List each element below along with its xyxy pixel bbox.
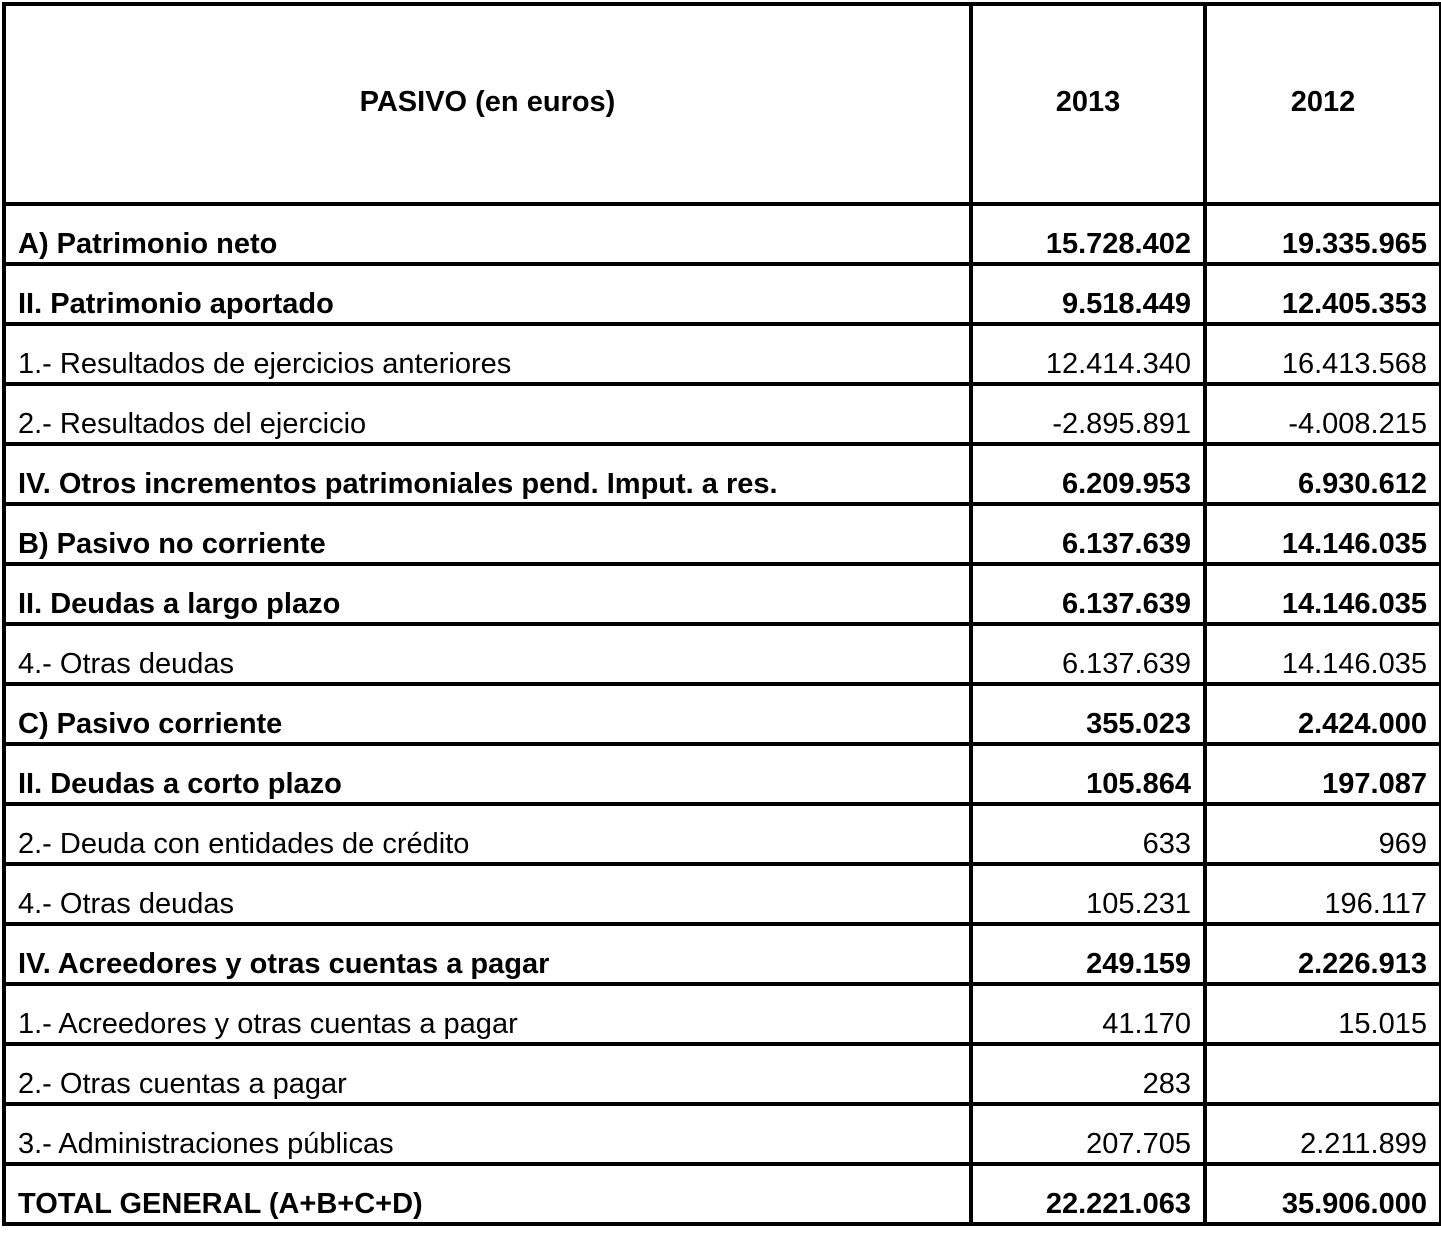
row-value-2013: 249.159 (971, 924, 1205, 984)
row-label: 2.- Deuda con entidades de crédito (4, 804, 971, 864)
row-value-2013: 207.705 (971, 1104, 1205, 1164)
row-label: B) Pasivo no corriente (4, 504, 971, 564)
table-row (4, 984, 1441, 1044)
row-value-2012: 12.405.353 (1205, 264, 1441, 324)
row-label: 4.- Otras deudas (4, 624, 971, 684)
row-value-2012: 16.413.568 (1205, 324, 1441, 384)
row-value-2012: 14.146.035 (1205, 624, 1441, 684)
row-label: 1.- Acreedores y otras cuentas a pagar (4, 984, 971, 1044)
table-row (4, 744, 1441, 804)
row-label: II. Deudas a largo plazo (4, 564, 971, 624)
row-value-2013: 6.137.639 (971, 624, 1205, 684)
row-value-2013: 9.518.449 (971, 264, 1205, 324)
row-label: 4.- Otras deudas (4, 864, 971, 924)
row-label: 2.- Resultados del ejercicio (4, 384, 971, 444)
row-value-2013: 6.209.953 (971, 444, 1205, 504)
row-value-2013: 355.023 (971, 684, 1205, 744)
row-value-2012: 196.117 (1205, 864, 1441, 924)
row-value-2013: 105.231 (971, 864, 1205, 924)
row-value-2012: 2.211.899 (1205, 1104, 1441, 1164)
header-label: PASIVO (en euros) (359, 85, 616, 118)
row-value-2012 (1205, 1044, 1441, 1104)
table-row (4, 564, 1441, 624)
row-label: II. Deudas a corto plazo (4, 744, 971, 804)
row-label: 2.- Otras cuentas a pagar (4, 1044, 971, 1104)
table-row (4, 324, 1441, 384)
row-label: 3.- Administraciones públicas (4, 1104, 971, 1164)
header-year-2013: 2013 (1055, 85, 1121, 118)
header-label-cell (4, 4, 971, 204)
row-label: C) Pasivo corriente (4, 684, 971, 744)
row-value-2013: -2.895.891 (971, 384, 1205, 444)
row-value-2012: -4.008.215 (1205, 384, 1441, 444)
row-label: II. Patrimonio aportado (4, 264, 971, 324)
header-2012-cell (1205, 4, 1441, 204)
row-value-2013: 283 (971, 1044, 1205, 1104)
row-value-2012: 197.087 (1205, 744, 1441, 804)
row-value-2012: 2.424.000 (1205, 684, 1441, 744)
row-label: IV. Acreedores y otras cuentas a pagar (4, 924, 971, 984)
header-2013-cell (971, 4, 1205, 204)
table-row (4, 1164, 1441, 1224)
row-value-2012: 6.930.612 (1205, 444, 1441, 504)
row-value-2013: 105.864 (971, 744, 1205, 804)
row-value-2012: 2.226.913 (1205, 924, 1441, 984)
row-value-2012: 969 (1205, 804, 1441, 864)
row-label: 1.- Resultados de ejercicios anteriores (4, 324, 971, 384)
table-row (4, 384, 1441, 444)
row-value-2013: 12.414.340 (971, 324, 1205, 384)
row-value-2012: 15.015 (1205, 984, 1441, 1044)
table-row (4, 924, 1441, 984)
table-row (4, 204, 1441, 264)
row-value-2012: 14.146.035 (1205, 504, 1441, 564)
row-value-2013: 22.221.063 (971, 1164, 1205, 1224)
table-row (4, 504, 1441, 564)
row-value-2012: 35.906.000 (1205, 1164, 1441, 1224)
table-row (4, 1044, 1441, 1104)
row-value-2013: 41.170 (971, 984, 1205, 1044)
row-label: TOTAL GENERAL (A+B+C+D) (4, 1164, 971, 1224)
row-value-2013: 633 (971, 804, 1205, 864)
row-value-2012: 19.335.965 (1205, 204, 1441, 264)
table-row (4, 804, 1441, 864)
table-row (4, 264, 1441, 324)
row-value-2013: 6.137.639 (971, 564, 1205, 624)
table-row (4, 1104, 1441, 1164)
table-row (4, 444, 1441, 504)
table-row (4, 684, 1441, 744)
row-label: IV. Otros incrementos patrimoniales pend. Imput. a res. (4, 444, 971, 504)
table-header-row (4, 4, 1441, 204)
table-body (4, 204, 1441, 1224)
row-value-2013: 15.728.402 (971, 204, 1205, 264)
table-row (4, 864, 1441, 924)
balance-sheet-liabilities-table (2, 2, 1441, 1226)
header-year-2012: 2012 (1290, 85, 1356, 118)
row-value-2013: 6.137.639 (971, 504, 1205, 564)
row-label: A) Patrimonio neto (4, 204, 971, 264)
row-value-2012: 14.146.035 (1205, 564, 1441, 624)
table-row (4, 624, 1441, 684)
